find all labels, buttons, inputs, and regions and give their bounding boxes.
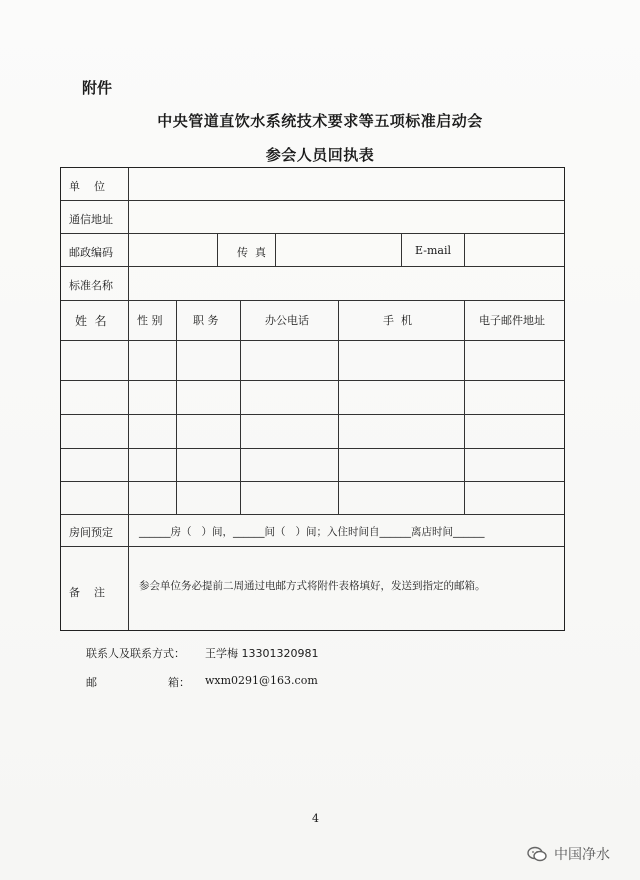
row-divider — [61, 546, 564, 547]
col-divider — [401, 233, 402, 266]
mailbox-label-first: 邮 — [86, 676, 97, 689]
column-header-office-phone: 办公电话 — [265, 314, 309, 327]
document-title: 中央管道直饮水系统技术要求等五项标准启动会 — [157, 112, 483, 130]
contact-label: 联系人及联系方式： — [86, 647, 185, 660]
address-label: 通信地址 — [69, 213, 113, 226]
room-booking-label: 房间预定 — [69, 526, 113, 539]
wechat-icon — [526, 845, 548, 863]
row-divider — [61, 448, 564, 449]
column-header-name: 姓 名 — [75, 314, 107, 328]
watermark — [526, 844, 610, 864]
col-divider — [217, 233, 218, 266]
mailbox-value: wxm0291@163.com — [205, 674, 318, 687]
row-divider — [61, 200, 564, 201]
col-divider — [464, 233, 465, 266]
registration-form-table — [60, 167, 565, 631]
contact-value: 王学梅 13301320981 — [205, 647, 319, 660]
column-header-email-address: 电子邮件地址 — [479, 314, 545, 327]
column-header-gender: 性 别 — [137, 314, 163, 327]
grid-col-divider — [240, 300, 241, 514]
column-header-position: 职 务 — [193, 314, 219, 327]
fax-label: 传 真 — [237, 246, 266, 259]
room-booking-text: ______房（ ）间，______间（ ）间；入住时间自______离店时间______ — [139, 526, 485, 538]
row-divider — [61, 266, 564, 267]
row-divider — [61, 300, 564, 301]
row-divider — [61, 514, 564, 515]
remark-label: 备 注 — [69, 586, 105, 599]
page-number: 4 — [312, 812, 319, 825]
grid-col-divider — [338, 300, 339, 514]
col-divider — [275, 233, 276, 266]
label-column-divider — [128, 168, 129, 300]
standard-name-label: 标准名称 — [69, 279, 113, 292]
grid-col-divider — [464, 300, 465, 514]
grid-col-divider — [128, 300, 129, 514]
unit-label: 单 位 — [69, 180, 105, 193]
row-divider — [61, 340, 564, 341]
row-divider — [61, 414, 564, 415]
row-divider — [61, 233, 564, 234]
attachment-label: 附件 — [82, 79, 113, 97]
document-subtitle: 参会人员回执表 — [265, 146, 375, 164]
remark-text: 参会单位务必提前二周通过电邮方式将附件表格填好，发送到指定的邮箱。 — [139, 580, 486, 592]
email-label: E-mail — [415, 244, 451, 257]
grid-col-divider — [176, 300, 177, 514]
column-header-mobile: 手 机 — [383, 314, 412, 327]
row-divider — [61, 481, 564, 482]
watermark-text: 中国净水 — [554, 847, 610, 863]
label-column-divider — [128, 514, 129, 630]
row-divider — [61, 380, 564, 381]
mailbox-label-second: 箱： — [168, 676, 190, 689]
postcode-label: 邮政编码 — [69, 246, 113, 259]
